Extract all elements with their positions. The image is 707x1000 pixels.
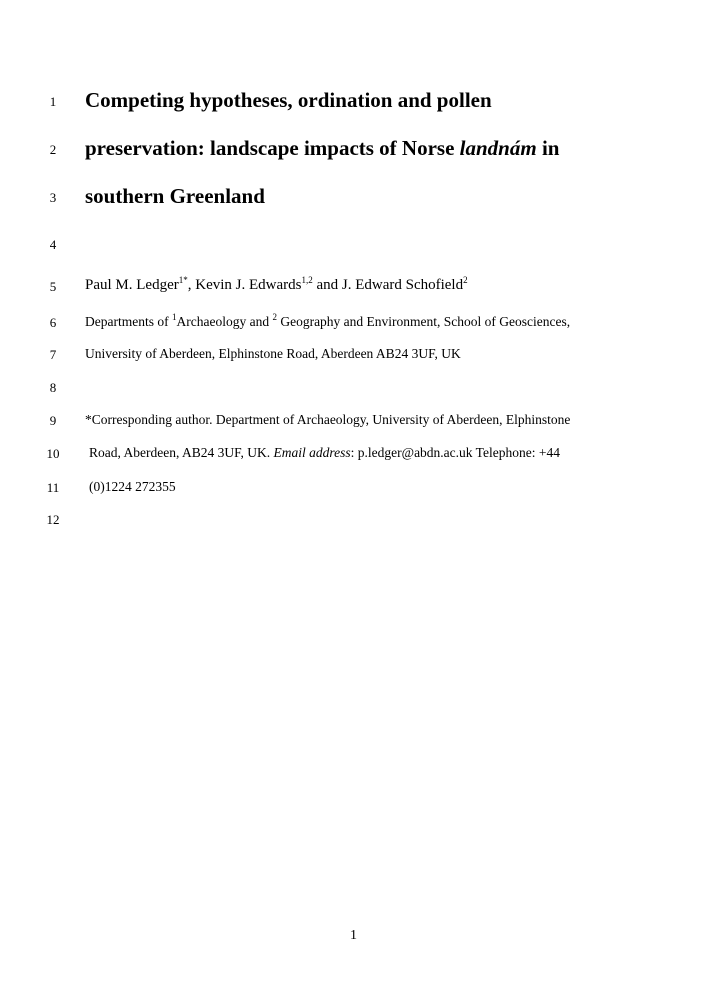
line-number: 3 <box>49 190 57 205</box>
affiliation-line-2: University of Aberdeen, Elphinstone Road, Aberdeen AB24 3UF, UK <box>85 346 461 361</box>
author-3: and J. Edward Schofield <box>312 277 464 293</box>
corresponding-line-2 <box>89 445 560 461</box>
line-number: 10 <box>46 446 60 461</box>
line-number: 2 <box>49 142 57 157</box>
email-and-phone: : p.ledger@abdn.ac.uk Telephone: +44 <box>350 445 560 460</box>
title-line-3: southern Greenland <box>85 184 265 208</box>
author-1: Paul M. Ledger <box>85 277 179 293</box>
title-line-2-text: preservation: landscape impacts of Norse <box>85 136 460 160</box>
line-number: 8 <box>49 380 57 395</box>
line-number: 11 <box>46 480 60 495</box>
title-line-2 <box>85 136 559 161</box>
line-number: 12 <box>46 512 60 527</box>
title-line-2-end: in <box>536 136 560 160</box>
page-number: 1 <box>350 928 357 943</box>
author-2-affiliation: 1,2 <box>301 275 313 285</box>
affiliation-marker-1: 1 <box>171 312 177 322</box>
corresponding-line-3: (0)1224 272355 <box>89 479 176 494</box>
author-2: , Kevin J. Edwards <box>187 277 302 293</box>
affiliation-prefix: Departments of <box>85 314 172 329</box>
affiliation-marker-2: 2 <box>272 312 277 322</box>
line-number: 1 <box>49 94 57 109</box>
line-number: 7 <box>49 347 57 362</box>
author-3-affiliation: 2 <box>463 275 468 285</box>
title-italic-term: landnám <box>459 136 537 160</box>
corresponding-line-1: *Corresponding author. Department of Archaeology, University of Aberdeen, Elphinstone <box>85 412 571 427</box>
affiliation-geography: Geography and Environment, School of Geosciences, <box>276 314 571 329</box>
line-number: 5 <box>49 279 57 294</box>
email-label: Email address <box>273 445 351 460</box>
title-line-1: Competing hypotheses, ordination and pollen <box>85 88 492 112</box>
line-number: 4 <box>49 237 57 252</box>
corresponding-address: Road, Aberdeen, AB24 3UF, UK. <box>89 445 274 460</box>
author-1-affiliation: 1* <box>178 275 188 285</box>
affiliation-archaeology: Archaeology and <box>176 314 273 329</box>
affiliation-line-1 <box>85 314 570 330</box>
line-number: 9 <box>49 413 57 428</box>
line-number: 6 <box>49 315 57 330</box>
author-list <box>85 277 468 294</box>
